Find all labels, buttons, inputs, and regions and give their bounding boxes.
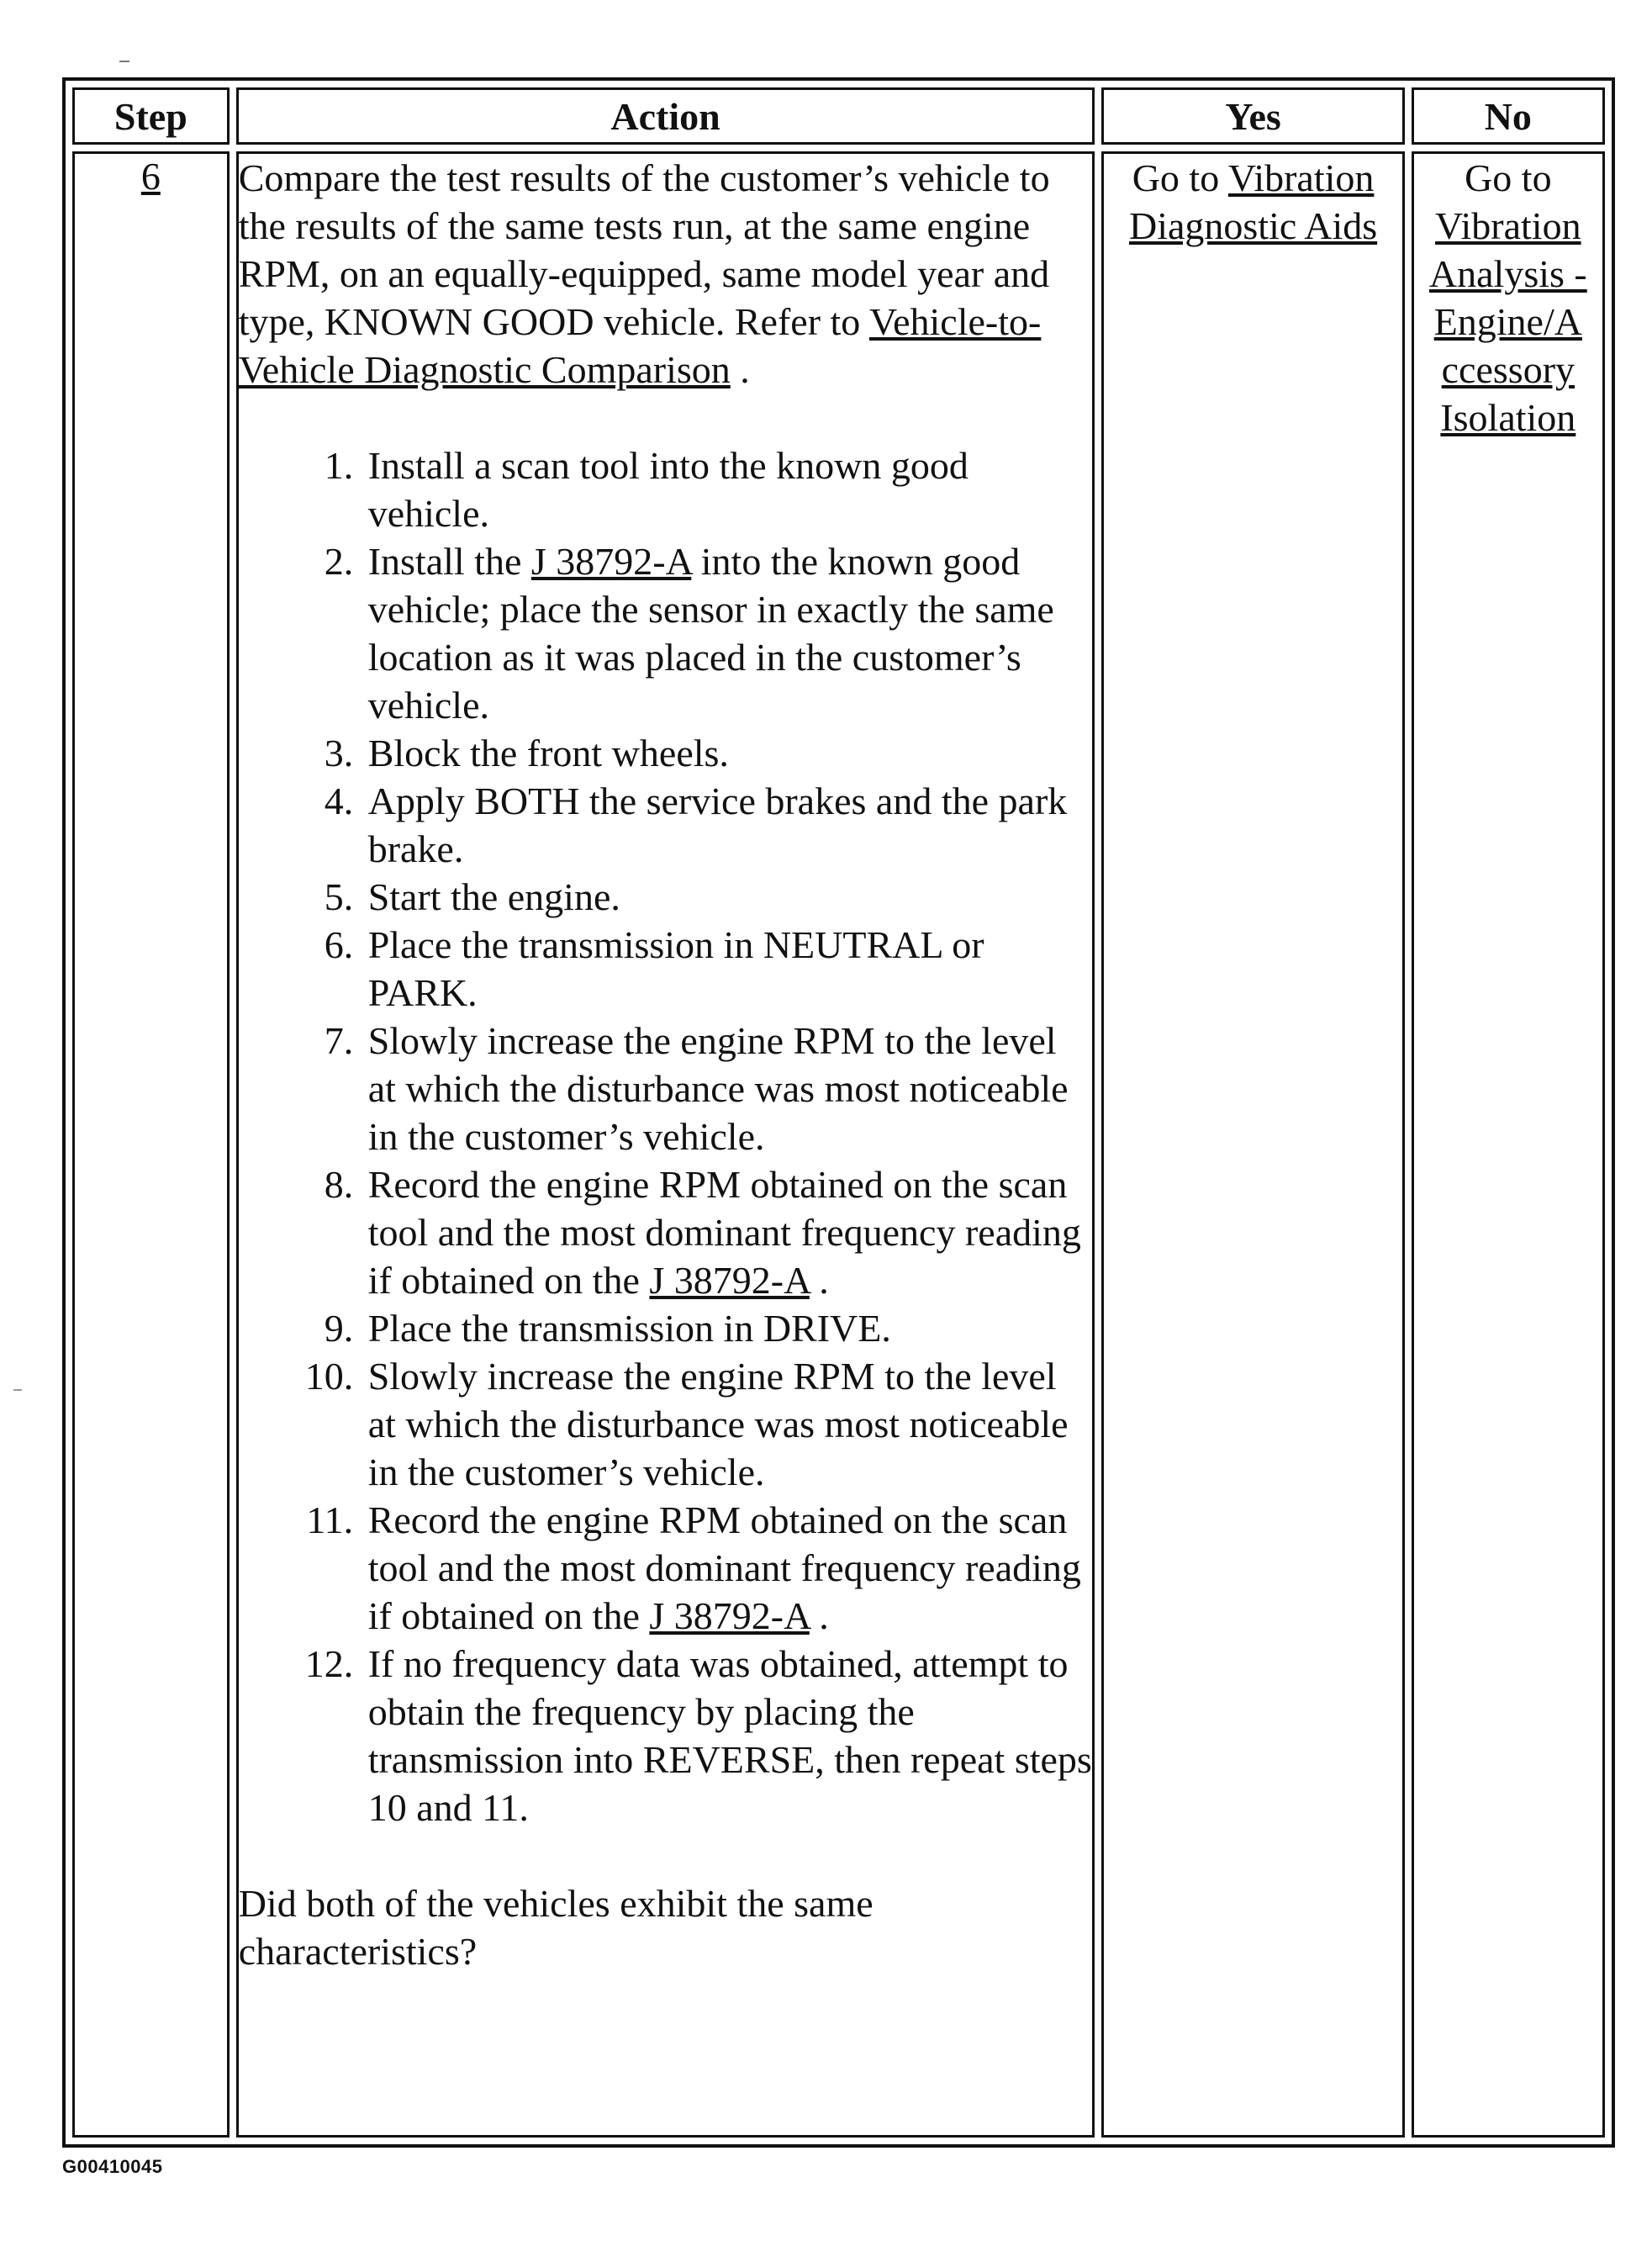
yes-cell bbox=[1101, 151, 1404, 2138]
tool-link[interactable]: J 38792-A bbox=[649, 1259, 810, 1302]
scan-mark bbox=[119, 61, 129, 62]
step-text: Slowly increase the engine RPM to the level at which the disturbance was most noticeable in the customer’s vehicle. bbox=[367, 1019, 1069, 1158]
step-number-link[interactable]: 6 bbox=[140, 155, 161, 198]
yes-prefix: Go to bbox=[1132, 156, 1228, 199]
figure-code: G00410045 bbox=[62, 2156, 163, 2177]
procedure-step bbox=[363, 1352, 1093, 1496]
header-action: Action bbox=[236, 87, 1095, 145]
procedure-step bbox=[363, 729, 1093, 777]
tool-link[interactable]: J 38792-A bbox=[530, 540, 692, 583]
step-text: Place the transmission in NEUTRAL or PARK. bbox=[367, 923, 984, 1014]
step-text-suffix: . bbox=[809, 1594, 829, 1637]
step-text-suffix: into the known good vehicle; place the sensor in exactly the same location as it was placed in the customer’s vehicle. bbox=[367, 540, 1054, 727]
step-text: Block the front wheels. bbox=[367, 732, 729, 774]
procedure-step bbox=[363, 873, 1093, 921]
step-text: Start the engine. bbox=[367, 875, 620, 918]
table-row bbox=[72, 151, 1605, 2138]
procedure-step bbox=[363, 441, 1093, 537]
diagnostic-question: Did both of the vehicles exhibit the same characteristics? bbox=[238, 1882, 874, 1973]
step-text: Record the engine RPM obtained on the scan tool and the most dominant frequency reading if obtained on the bbox=[367, 1163, 1081, 1302]
step-text: Install a scan tool into the known good vehicle. bbox=[367, 444, 969, 535]
action-intro bbox=[239, 154, 1093, 394]
scan-mark bbox=[13, 1389, 22, 1391]
action-cell bbox=[236, 151, 1095, 2138]
step-text: Record the engine RPM obtained on the scan tool and the most dominant frequency reading if obtained on the bbox=[367, 1498, 1081, 1637]
no-prefix: Go to bbox=[1465, 156, 1552, 199]
comparison-link[interactable]: Vehicle-to-Vehicle Diagnostic Comparison bbox=[238, 300, 1042, 391]
intro-suffix: . bbox=[730, 348, 750, 391]
diagnostic-table bbox=[62, 77, 1615, 2148]
procedure-step bbox=[363, 1017, 1093, 1160]
table-header-row bbox=[72, 87, 1605, 145]
step-text: Place the transmission in DRIVE. bbox=[367, 1307, 891, 1350]
procedure-steps bbox=[239, 441, 1093, 1831]
procedure-step bbox=[363, 1640, 1093, 1831]
tool-link[interactable]: J 38792-A bbox=[649, 1594, 810, 1637]
vibration-analysis-link[interactable]: Vibration Analysis - Engine/A ccessory Isolation bbox=[1428, 204, 1587, 439]
header-yes: Yes bbox=[1101, 87, 1404, 145]
step-text: Slowly increase the engine RPM to the level at which the disturbance was most noticeable in the customer’s vehicle. bbox=[367, 1355, 1069, 1493]
step-text-suffix: . bbox=[809, 1259, 829, 1302]
procedure-step bbox=[363, 777, 1093, 873]
vibration-diagnostic-aids-link[interactable]: Vibration Diagnostic Aids bbox=[1128, 156, 1378, 247]
no-cell bbox=[1412, 151, 1605, 2138]
procedure-step bbox=[363, 1304, 1093, 1352]
step-text: Install the bbox=[367, 540, 531, 583]
procedure-step bbox=[363, 1160, 1093, 1304]
procedure-step bbox=[363, 921, 1093, 1017]
step-text: Apply BOTH the service brakes and the park brake. bbox=[367, 779, 1068, 870]
step-text: If no frequency data was obtained, attempt to obtain the frequency by placing the transmission into REVERSE, then repeat steps 10 and 11. bbox=[367, 1642, 1092, 1829]
procedure-step bbox=[363, 1496, 1093, 1640]
step-cell bbox=[72, 151, 230, 2138]
header-step: Step bbox=[72, 87, 230, 145]
procedure-step bbox=[363, 537, 1093, 729]
header-no: No bbox=[1412, 87, 1605, 145]
intro-text: Compare the test results of the customer’s vehicle to the results of the same tests run, at the same engine RPM, on an equally-equipped, same model year and type, KNOWN GOOD vehicle. Refer to bbox=[238, 156, 1050, 343]
